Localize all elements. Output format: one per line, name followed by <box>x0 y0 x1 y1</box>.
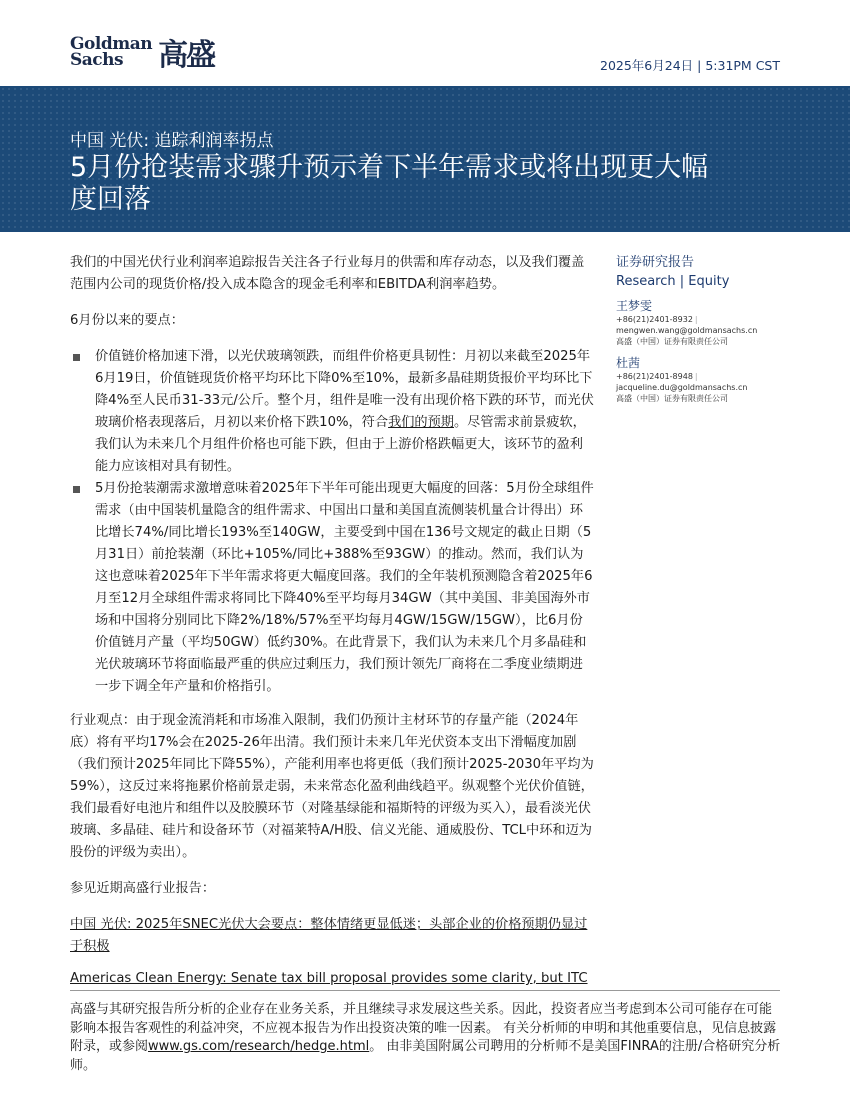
analyst-name: 王梦雯 <box>616 299 653 313</box>
see-also-label: 参见近期高盛行业报告： <box>70 881 216 896</box>
main-content <box>70 252 594 1000</box>
logo-chinese: 高盛 <box>158 38 215 73</box>
expectation-link[interactable]: 我们的预期 <box>388 415 454 430</box>
analyst-firm: 高盛（中国）证券有限责任公司 <box>616 394 728 403</box>
analyst-email[interactable]: mengwen.wang@goldmansachs.cn <box>616 326 758 335</box>
analyst-phone: +86(21)2401-8948 | <box>616 372 698 381</box>
banner-title: 5月份抢装需求骤升预示着下半年需求或将出现更大幅度回落 <box>70 152 709 215</box>
intro-paragraph: 我们的中国光伏行业利润率追踪报告关注各子行业每月的供需和库存动态，以及我们覆盖范围内公司的现货价格/投入成本隐含的现金毛利率和EBITDA利润率趋势。 <box>70 255 585 292</box>
list-item <box>70 346 594 478</box>
sidebar-heading-en: Research | Equity <box>616 274 730 289</box>
analyst-email[interactable]: jacqueline.du@goldmansachs.cn <box>616 383 748 392</box>
industry-view-paragraph: 行业观点：由于现金流消耗和市场准入限制，我们仍预计主材环节的存量产能（2024年底）将有平均17%会在2025-26年出清。我们预计未来几年光伏资本支出下滑幅度加剧（我们预计2025年同比下降55%），产能利用率也将更低（我们预计2025-2030年平均为59%），这反过来将拖累价格前景走弱，未来常态化盈利曲线趋平。纵观整个光伏价值链，我们最看好电池片和组件以及胶膜环节（对隆基绿能和福斯特的评级为买入），最看淡光伏玻璃、多晶硅、硅片和设备环节（对福莱特A/H股、信义光能、通威股份、TCL中环和迈为股份的评级为卖出）。 <box>70 713 594 860</box>
keypoints-list <box>70 346 594 698</box>
disclaimer <box>70 1001 782 1075</box>
analyst-card <box>616 298 796 347</box>
bullet-square-icon <box>73 354 80 361</box>
disclosure-link[interactable]: www.gs.com/research/hedge.html <box>148 1039 370 1054</box>
disclaimer-text-after: 。 由非美国附属公司聘用的分析师不是美国FINRA的注册/合格研究分析师。 <box>70 1039 781 1073</box>
bullet1-text-after: 。尽管需求前景疲软，我们认为未来几个月组件价格也可能下跌，但由于上游价格跌幅更大，该环节的盈利能力应该相对具有韧性。 <box>95 415 586 474</box>
logo-english-line2: Sachs <box>70 50 124 70</box>
analyst-name: 杜茜 <box>616 356 641 370</box>
analyst-firm: 高盛（中国）证券有限责任公司 <box>616 337 728 346</box>
sidebar <box>616 254 796 404</box>
bullet2-text: 5月份抢装潮需求激增意味着2025年下半年可能出现更大幅度的回落：5月份全球组件需求（由中国装机量隐含的组件需求、中国出口量和美国直流侧装机量合计得出）环比增长74%/同比增长193%至140GW，主要受到中国在136号文规定的截止日期（5月31日）前抢装潮（环比+105%/同比+388%至93GW）的推动。然而，我们认为这也意味着2025年下半年需求将更大幅度回落。我们的全年装机预测隐含着2025年6月至12月全球组件需求将同比下降40%至平均每月34GW（其中美国、非美国海外市场和中国将分别同比下降2%/18%/57%至平均每月4GW/15GW/15GW），比6月份价值链月产量（平均50GW）低约30%。在此背景下，我们认为未来几个月多晶硅和光伏玻璃环节将面临最严重的供应过剩压力，我们预计领先厂商将在二季度业绩期进一步下调全年产量和价格指引。 <box>95 481 594 694</box>
banner-subtitle: 中国 光伏: 追踪利润率拐点 <box>70 131 274 151</box>
sidebar-heading-cn: 证券研究报告 <box>616 255 695 270</box>
analyst-phone: +86(21)2401-8932 | <box>616 315 698 324</box>
logo-english <box>70 36 152 68</box>
report-date: 2025年6月24日 | 5:31PM CST <box>600 58 780 73</box>
disclaimer-text-before: 高盛与其研究报告所分析的企业存在业务关系，并且继续寻求发展这些关系。因此，投资者应当考虑到本公司可能存在可能影响本报告客观性的利益冲突，不应视本报告为作出投资决策的唯一因素。 有关分析师的申明和其他重要信息，见信息披露附录，或参阅 <box>70 1002 777 1054</box>
analyst-card <box>616 355 796 404</box>
logo-english-line1: Goldman <box>70 34 153 54</box>
bullet-square-icon <box>73 486 80 493</box>
bullet1-text-before: 价值链价格加速下滑，以光伏玻璃领跌，而组件价格更具韧性：月初以来截至2025年6月19日，价值链现货价格平均环比下降0%至10%，最新多晶硅期货报价平均环比下降4%至人民币31-33元/公斤。整个月，组件是唯一没有出现价格下跌的环节，而光伏玻璃价格表现落后，月初以来价格下跌10%，符合 <box>95 349 594 430</box>
keypoints-label: 6月份以来的要点： <box>70 313 184 328</box>
logo <box>70 30 214 74</box>
list-item <box>70 478 594 698</box>
title-banner <box>0 86 850 232</box>
report-link-americas[interactable]: Americas Clean Energy: Senate tax bill proposal provides some clarity, but ITC <box>70 971 588 986</box>
footer-divider <box>70 990 780 991</box>
report-link-snec[interactable]: 中国 光伏: 2025年SNEC光伏大会要点：整体情绪更显低迷；头部企业的价格预期仍显过于积极 <box>70 917 588 954</box>
